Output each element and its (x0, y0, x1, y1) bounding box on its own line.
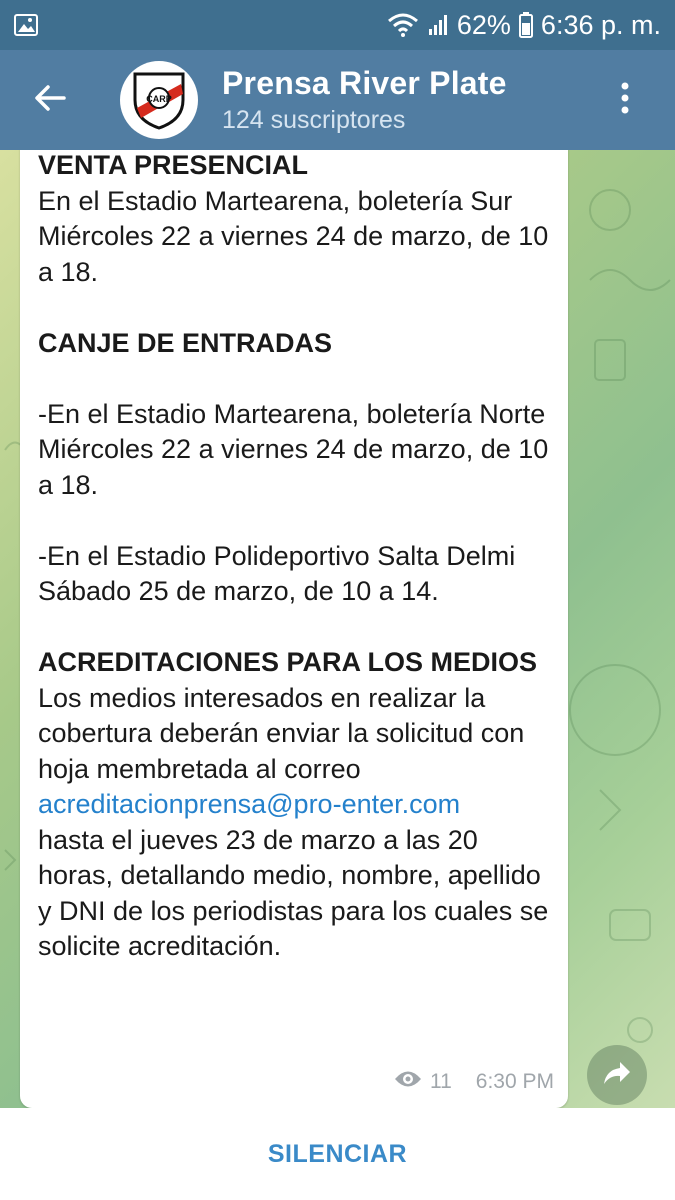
msg-line: Los medios interesados en realizar la cobertura deberán enviar la solicitud con hoja membretada al correo (38, 682, 532, 784)
message-meta (394, 1070, 554, 1094)
battery-icon (519, 12, 533, 38)
bottom-bar (0, 1108, 675, 1200)
wifi-icon (387, 13, 419, 37)
eye-icon (394, 1070, 422, 1094)
channel-info[interactable] (222, 65, 507, 135)
status-time: 6:36 p. m. (540, 9, 661, 40)
image-icon (14, 14, 38, 36)
message-bubble[interactable] (20, 150, 568, 1108)
message-time: 6:30 PM (475, 1070, 554, 1093)
back-button[interactable] (0, 50, 100, 150)
section-heading-canje: CANJE DE ENTRADAS (38, 327, 333, 358)
channel-title: Prensa River Plate (222, 65, 507, 101)
chat-header (0, 50, 675, 150)
msg-line: En el Estadio Martearena, boletería Sur (38, 185, 513, 216)
msg-line: Miércoles 22 a viernes 24 de marzo, de 10 a 18. (38, 221, 556, 287)
battery-percent: 62% (456, 9, 511, 40)
more-vert-icon (620, 82, 630, 119)
share-arrow-icon (602, 1060, 632, 1091)
subscriber-count: 124 suscriptores (222, 106, 406, 134)
email-link[interactable]: acreditacionprensa@pro-enter.com (38, 789, 461, 819)
msg-line: -En el Estadio Martearena, boletería Norte (38, 398, 546, 429)
msg-closing: hasta el jueves 23 de marzo a las 20 horas, detallando medio, nombre, apellido y DNI de los periodistas para los cuales se solicite acreditación. (38, 824, 556, 961)
view-count: 11 (429, 1070, 452, 1093)
chat-area[interactable] (0, 150, 675, 1108)
channel-avatar[interactable] (120, 61, 198, 139)
msg-line: Sábado 25 de marzo, de 10 a 14. (38, 576, 439, 606)
message-text (38, 150, 556, 965)
crest-text: CARP (146, 94, 172, 104)
section-heading-acreditaciones: ACREDITACIONES PARA LOS MEDIOS (38, 647, 538, 677)
msg-line: Miércoles 22 a viernes 24 de marzo, de 10 a 18. (38, 434, 556, 500)
status-bar (0, 0, 675, 50)
share-button[interactable] (587, 1045, 647, 1105)
section-heading-venta: VENTA PRESENCIAL (38, 150, 309, 180)
more-options-button[interactable] (595, 70, 655, 130)
signal-icon (427, 13, 449, 37)
mute-button[interactable]: SILENCIAR (267, 1139, 408, 1168)
river-plate-crest-icon (131, 70, 187, 130)
back-arrow-icon (34, 84, 66, 117)
msg-line: -En el Estadio Polideportivo Salta Delmi (38, 540, 516, 571)
